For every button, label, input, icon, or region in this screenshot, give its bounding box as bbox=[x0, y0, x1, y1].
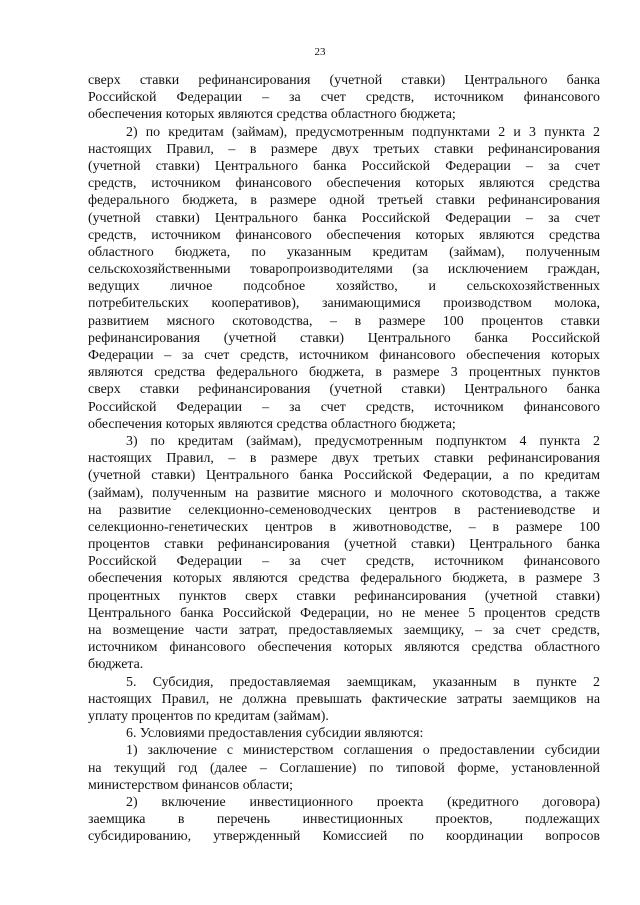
text-line: 6. Условиями предоставления субсидии являются: bbox=[126, 726, 424, 742]
text-line: обеспечения которых являются средства областного бюджета; bbox=[88, 416, 456, 432]
text-line: 1) заключение с министерством соглашения о предоставлении субсидии bbox=[126, 743, 600, 759]
text-line: 2) по кредитам (займам), предусмотренным подпунктами 2 и 3 пункта 2 bbox=[126, 124, 600, 140]
text-line: процентных пунктов сверх ставки рефинансирования (учетной ставки) bbox=[88, 588, 600, 604]
text-line: средств, источником финансового обеспечения которых являются средства bbox=[88, 176, 600, 192]
text-line: сельскохозяйственными товаропроизводителями (за исключением граждан, bbox=[88, 262, 600, 278]
text-line: на развитие селекционно-семеноводческих центров в растениеводстве и bbox=[88, 502, 600, 518]
text-line: рефинансирования (учетной ставки) Центрального банка Российской bbox=[88, 330, 600, 346]
body-text bbox=[88, 72, 600, 845]
text-line: настоящих Правил, не должна превышать фактические затраты заемщиков на bbox=[88, 691, 600, 707]
text-line: процентов ставки рефинансирования (учетной ставки) Центрального банка bbox=[88, 537, 600, 553]
text-line: обеспечения которых являются средства федерального бюджета, в размере 3 bbox=[88, 571, 600, 587]
text-line: настоящих Правил, – в размере двух третьих ставки рефинансирования bbox=[88, 141, 600, 157]
text-line: Центрального банка Российской Федерации, но не менее 5 процентов средств bbox=[88, 605, 600, 621]
text-line: ведущих личное подсобное хозяйство, и сельскохозяйственных bbox=[88, 279, 600, 295]
text-line: 3) по кредитам (займам), предусмотренным подпунктом 4 пункта 2 bbox=[126, 433, 600, 449]
text-line: Российской Федерации – за счет средств, источником финансового bbox=[88, 399, 600, 415]
text-line: (учетной ставки) Центрального банка Российской Федерации – за счет bbox=[88, 210, 600, 226]
text-line: Федерации – за счет средств, источником финансового обеспечения которых bbox=[88, 348, 600, 363]
text-line: (учетной ставки) Центрального банка Российской Федерации, а по кредитам bbox=[88, 468, 600, 484]
text-line: обеспечения которых являются средства областного бюджета; bbox=[88, 107, 456, 123]
text-line: сверх ставки рефинансирования (учетной ставки) Центрального банка bbox=[88, 382, 600, 398]
text-line: потребительских кооперативов), занимающимися производством молока, bbox=[88, 296, 600, 312]
text-line: на возмещение части затрат, предоставляемых заемщику, – за счет средств, bbox=[88, 623, 600, 638]
text-line: Российской Федерации – за счет средств, источником финансового bbox=[88, 90, 600, 106]
text-line: Российской Федерации – за счет средств, источником финансового bbox=[88, 554, 600, 570]
text-line: (займам), полученным на развитие мясного и молочного скотоводства, а также bbox=[88, 485, 600, 501]
text-line: 5. Субсидия, предоставляемая заемщикам, указанным в пункте 2 bbox=[126, 674, 600, 690]
text-line: министерством финансов области; bbox=[88, 777, 293, 793]
text-line: на текущий год (далее – Соглашение) по типовой форме, установленной bbox=[88, 760, 600, 776]
text-line: субсидированию, утвержденный Комиссией по координации вопросов bbox=[88, 829, 600, 845]
text-line: 2) включение инвестиционного проекта (кредитного договора) bbox=[126, 794, 600, 810]
text-line: настоящих Правил, – в размере двух третьих ставки рефинансирования bbox=[88, 451, 600, 467]
text-line: федерального бюджета, в размере одной третьей ставки рефинансирования bbox=[88, 193, 600, 209]
text-line: развитием мясного скотоводства, – в размере 100 процентов ставки bbox=[88, 313, 600, 329]
text-line: средств, источником финансового обеспечения которых являются средства bbox=[88, 227, 600, 243]
text-line: селекционно-генетических центров в животноводстве, – в размере 100 bbox=[88, 519, 600, 535]
text-line: заемщика в перечень инвестиционных проектов, подлежащих bbox=[88, 812, 600, 828]
text-line: бюджета. bbox=[88, 657, 144, 673]
page-number: 23 bbox=[314, 46, 326, 58]
text-line: сверх ставки рефинансирования (учетной ставки) Центрального банка bbox=[88, 73, 600, 88]
text-line: являются средства федерального бюджета, в размере 3 процентных пунктов bbox=[88, 365, 600, 381]
text-line: источником финансового обеспечения которых являются средства областного bbox=[88, 640, 600, 656]
text-line: областного бюджета, по указанным кредитам (займам), полученным bbox=[88, 244, 600, 260]
text-line: уплату процентов по кредитам (займам). bbox=[88, 708, 329, 724]
text-line: (учетной ставки) Центрального банка Российской Федерации – за счет bbox=[88, 158, 600, 174]
